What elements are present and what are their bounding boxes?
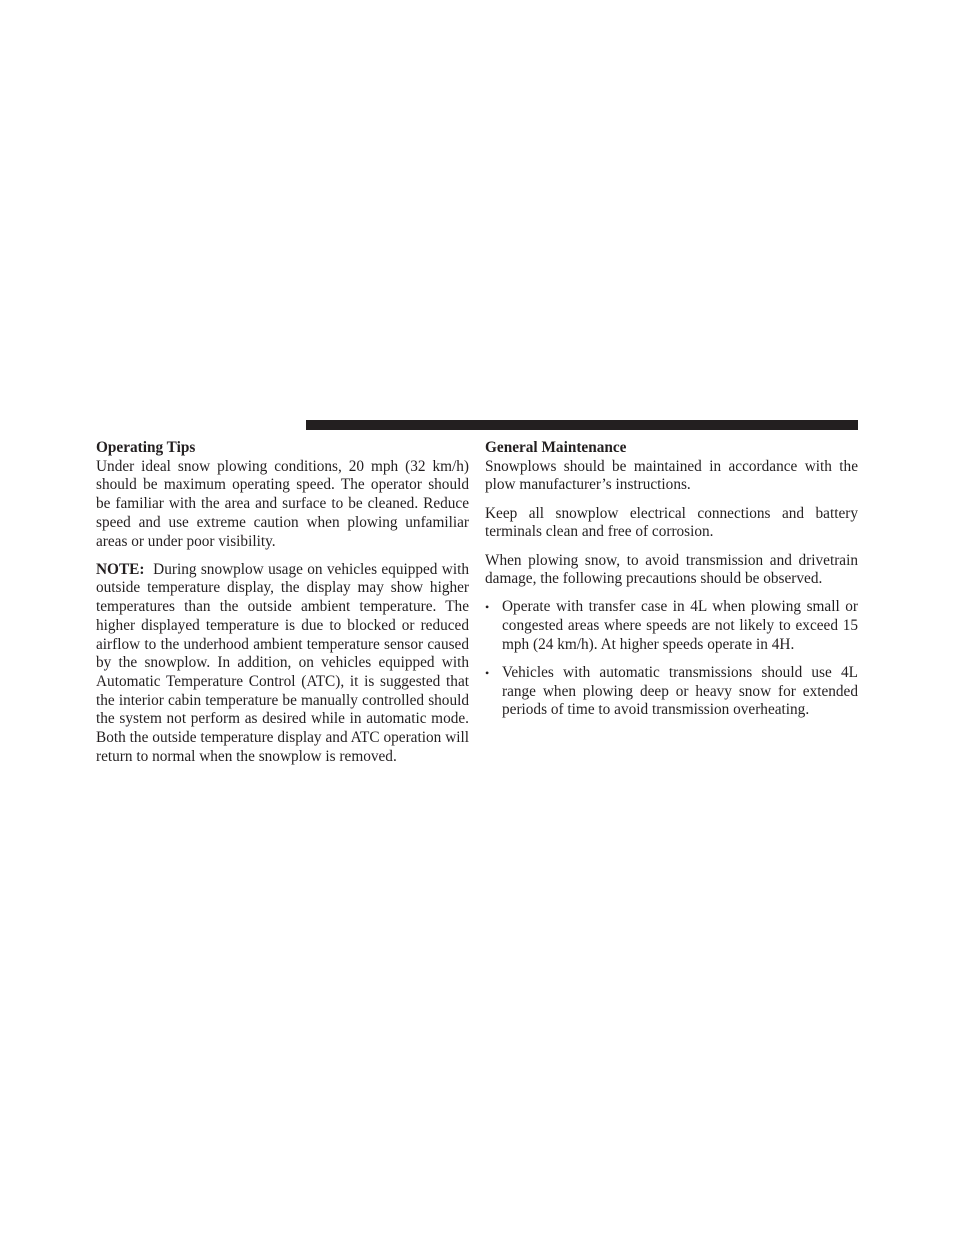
- bullet-icon: •: [485, 600, 490, 615]
- note-paragraph: [96, 561, 469, 767]
- section-header-bar: [306, 420, 858, 430]
- list-item-text: Vehicles with automatic transmissions should use 4L range when plowing deep or heavy snow for extended periods of time to avoid transmission overheating.: [502, 664, 858, 719]
- bullet-icon: •: [485, 666, 490, 681]
- right-column: [485, 439, 858, 730]
- maintenance-paragraph-3: When plowing snow, to avoid transmission and drivetrain damage, the following precautions should be observed.: [485, 551, 858, 588]
- general-maintenance-heading: General Maintenance: [485, 439, 627, 456]
- precautions-list: [485, 598, 858, 720]
- maintenance-paragraph-2: Keep all snowplow electrical connections and battery terminals clean and free of corrosion.: [485, 504, 858, 541]
- left-column: [96, 439, 469, 776]
- note-text: During snowplow usage on vehicles equipped with outside temperature display, the display may show higher temperatures than the outside ambient temperature. The higher displayed temperature is due to blocked or reduced airflow to the underhood ambient temperature sensor caused by the snowplow. In addition, on vehicles equipped with Automatic Temperature Control (ATC), it is suggested that the interior cabin temperature be manually controlled should the system not perform as desired while in automatic mode. Both the outside temperature display and ATC operation will return to normal when the snowplow is removed.: [96, 560, 469, 765]
- note-label: NOTE:: [96, 560, 145, 578]
- maintenance-paragraph-1: Snowplows should be maintained in accordance with the plow manufacturer’s instructions.: [485, 457, 858, 494]
- list-item-text: Operate with transfer case in 4L when plowing small or congested areas where speeds are not likely to exceed 15 mph (24 km/h). At higher speeds operate in 4H.: [502, 598, 858, 653]
- operating-tips-heading: Operating Tips: [96, 439, 196, 456]
- list-item: [485, 598, 858, 654]
- list-item: [485, 664, 858, 720]
- operating-tips-paragraph: Under ideal snow plowing conditions, 20 mph (32 km/h) should be maximum operating speed. The operator should be familiar with the area and surface to be cleaned. Reduce speed and use extreme caution when plowing unfamiliar areas or under poor visibility.: [96, 457, 469, 550]
